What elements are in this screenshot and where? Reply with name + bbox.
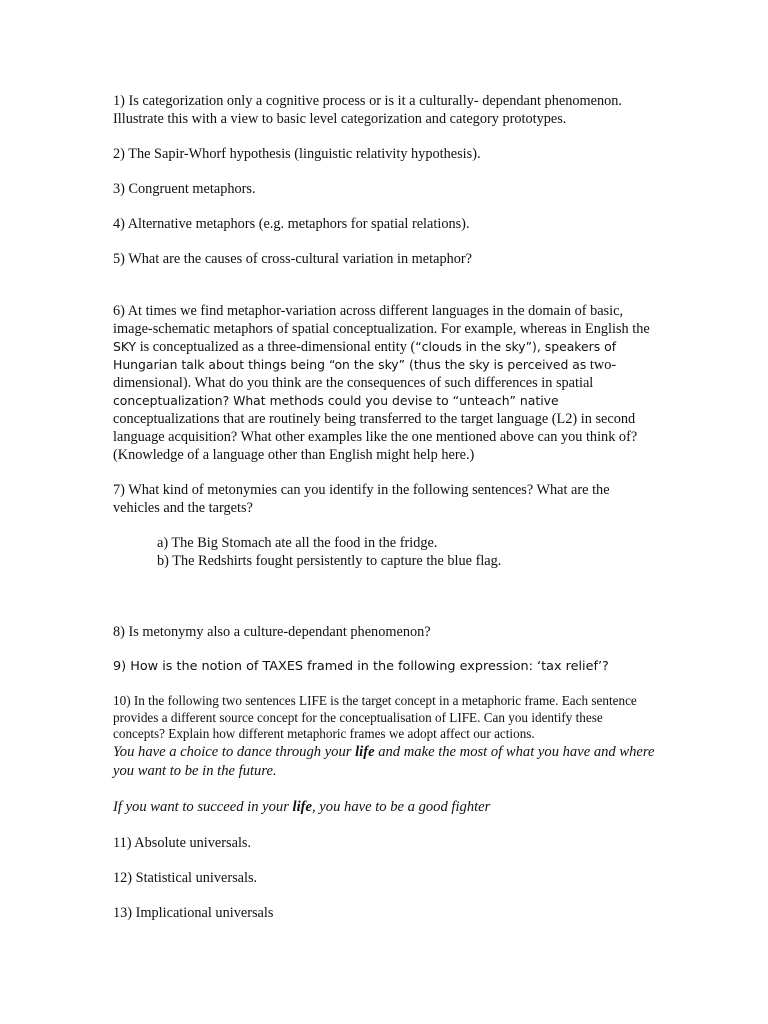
question-6-part-a: 6) At times we find metaphor-variation across different languages in the domain of basic, image-schematic metaphors of spatial conceptualization. For example, whereas in English the [113, 303, 650, 337]
sentence-b-pre: If you want to succeed in your [113, 798, 293, 815]
question-4: 4) Alternative metaphors (e.g. metaphors for spatial relations). [113, 216, 470, 232]
sentence-b-bold: life [292, 798, 312, 815]
list-item: a) The Big Stomach ate all the food in the fridge. [157, 535, 438, 551]
question-6-sky: SKY [113, 339, 137, 354]
sentence-a-pre: You have a choice to dance through your [113, 743, 356, 760]
sentence-a-bold: life [355, 743, 375, 760]
question-6-part-e: conceptualization? What methods could you devise to “unteach” native [113, 393, 559, 408]
list-item: b) The Redshirts fought persistently to capture the blue flag. [157, 553, 502, 569]
document-page [113, 92, 658, 922]
question-3: 3) Congruent metaphors. [113, 181, 256, 197]
question-8: 8) Is metonymy also a culture-dependant phenomenon? [113, 624, 431, 640]
sentence-b-post: , you have to be a good fighter [312, 798, 491, 815]
question-13: 13) Implicational universals [113, 904, 274, 921]
question-6 [113, 302, 658, 464]
question-7-sentences [157, 534, 658, 570]
question-9: 9) How is the notion of TAXES framed in the following expression: ‘tax relief’? [113, 659, 609, 674]
question-10: 10) In the following two sentences LIFE is the target concept in a metaphoric frame. Each sentence provides a different source concept for the conceptualisation of LIFE. Can you identify these concepts? Explain how different metaphoric frames we adopt affect our actions. [113, 693, 637, 742]
question-11: 11) Absolute universals. [113, 834, 252, 851]
sentence-a-post: and make the most of what you have and where you want to be in the future. [113, 743, 655, 779]
question-6-part-f: conceptualizations that are routinely being transferred to the target language (L2) in second language acquisition? What other examples like the one mentioned above can you think of? (Knowledge of a language other than English might help here.) [113, 411, 638, 463]
question-1: 1) Is categorization only a cognitive process or is it a culturally- dependant phenomenon. Illustrate this with a view to basic level categorization and category prototypes. [113, 93, 622, 127]
question-7: 7) What kind of metonymies can you identify in the following sentences? What are the vehicles and the targets? [113, 482, 610, 516]
question-10-sentence-a [113, 743, 658, 781]
question-6-part-b: is conceptualized as a three-dimensional entity ( [136, 339, 416, 355]
question-6-part-c: “clouds in the sky”), speakers of Hungarian talk about things being “on the sky” (thus the sky is perceived as [113, 339, 617, 372]
question-6-part-d: two-dimensional). What do you think are the consequences of such differences in spatial [113, 357, 617, 391]
question-12: 12) Statistical universals. [113, 869, 258, 886]
question-10-sentence-b [113, 798, 658, 817]
question-5: 5) What are the causes of cross-cultural variation in metaphor? [113, 251, 472, 267]
question-2: 2) The Sapir-Whorf hypothesis (linguistic relativity hypothesis). [113, 146, 481, 162]
